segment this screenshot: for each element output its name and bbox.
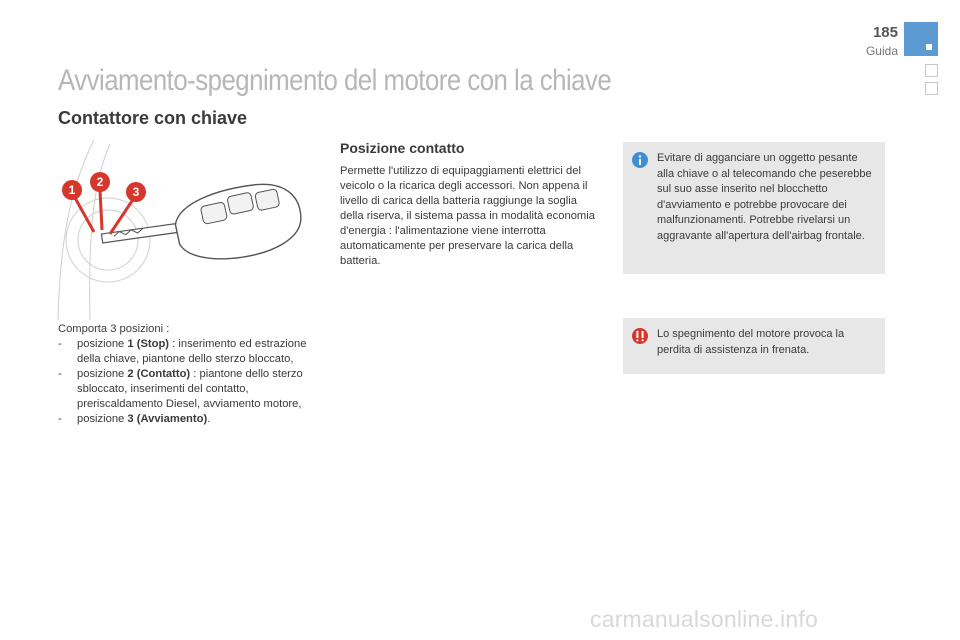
contact-position-text: Permette l'utilizzo di equipaggiamenti elettrici del veicolo o la ricarica degli accessori. Non appena il livello di carica della batteria raggiunge la soglia della riserva, il sistema passa in modalità economia d'energia : l'alimentazione viene interrotta automaticamente per preservare la carica della batteria. xyxy=(340,165,595,267)
page-title: Avviamento-spegnimento del motore con la chiave xyxy=(58,64,612,97)
chapter-tab xyxy=(904,22,938,56)
key-fob xyxy=(171,176,308,270)
warning-icon xyxy=(632,328,648,344)
positions-intro: Comporta 3 posizioni : xyxy=(58,323,170,335)
position-prefix: posizione xyxy=(77,368,128,380)
info-note xyxy=(623,142,885,274)
position-description: . xyxy=(207,413,211,425)
page-number: 185 xyxy=(872,24,898,41)
info-note-text: Evitare di agganciare un oggetto pesante alla chiave o al telecomando che peserebbe sul suo asse inserito nel blocchetto d'avviamento e potrebbe provocare dei malfunzionamenti. Potrebbe rivelarsi un aggravante all'apertura dell'airbag frontale. xyxy=(657,152,872,242)
list-dash: - xyxy=(58,368,62,380)
position-text xyxy=(77,337,326,367)
position-prefix: posizione xyxy=(77,338,128,350)
position-description: : inserimento ed estrazione della chiave, piantone dello sterzo bloccato, xyxy=(77,338,307,365)
fob-button-trunk xyxy=(255,189,280,211)
positions-list xyxy=(58,322,326,427)
position-label: 2 (Contatto) xyxy=(127,368,191,380)
position-text xyxy=(77,412,210,427)
warning-note xyxy=(623,318,885,374)
section-heading: Contattore con chiave xyxy=(58,108,248,128)
warning-note-text: Lo spegnimento del motore provoca la perdita di assistenza in frenata. xyxy=(657,328,845,356)
callout-2-label: 2 xyxy=(96,175,104,189)
position-item xyxy=(58,412,326,427)
callout-arrow-3 xyxy=(110,198,134,234)
tab-dot xyxy=(926,44,932,50)
key-blade xyxy=(101,223,181,243)
position-label: 1 (Stop) xyxy=(127,338,170,350)
contact-position-heading: Posizione contatto xyxy=(340,140,465,156)
list-dash: - xyxy=(58,338,62,350)
position-prefix: posizione xyxy=(77,413,128,425)
watermark: carmanualsonline.info xyxy=(590,606,818,632)
position-item xyxy=(58,367,326,412)
list-dash: - xyxy=(58,413,62,425)
callout-arrow-2 xyxy=(100,190,102,230)
tab-marker xyxy=(925,64,938,77)
callout-1-label: 1 xyxy=(68,183,76,197)
position-item xyxy=(58,337,326,367)
position-text xyxy=(77,367,326,412)
tab-marker xyxy=(925,82,938,95)
section-name: Guida xyxy=(865,44,898,58)
callout-3-label: 3 xyxy=(132,185,140,199)
dashboard-outline xyxy=(58,140,94,320)
ignition-key-illustration xyxy=(54,140,314,320)
position-label: 3 (Avviamento) xyxy=(127,413,208,425)
info-icon xyxy=(632,152,648,168)
position-description: : piantone dello sterzo sbloccato, inserimenti del contatto, preriscaldamento Diesel, avviamento motore, xyxy=(77,368,303,410)
